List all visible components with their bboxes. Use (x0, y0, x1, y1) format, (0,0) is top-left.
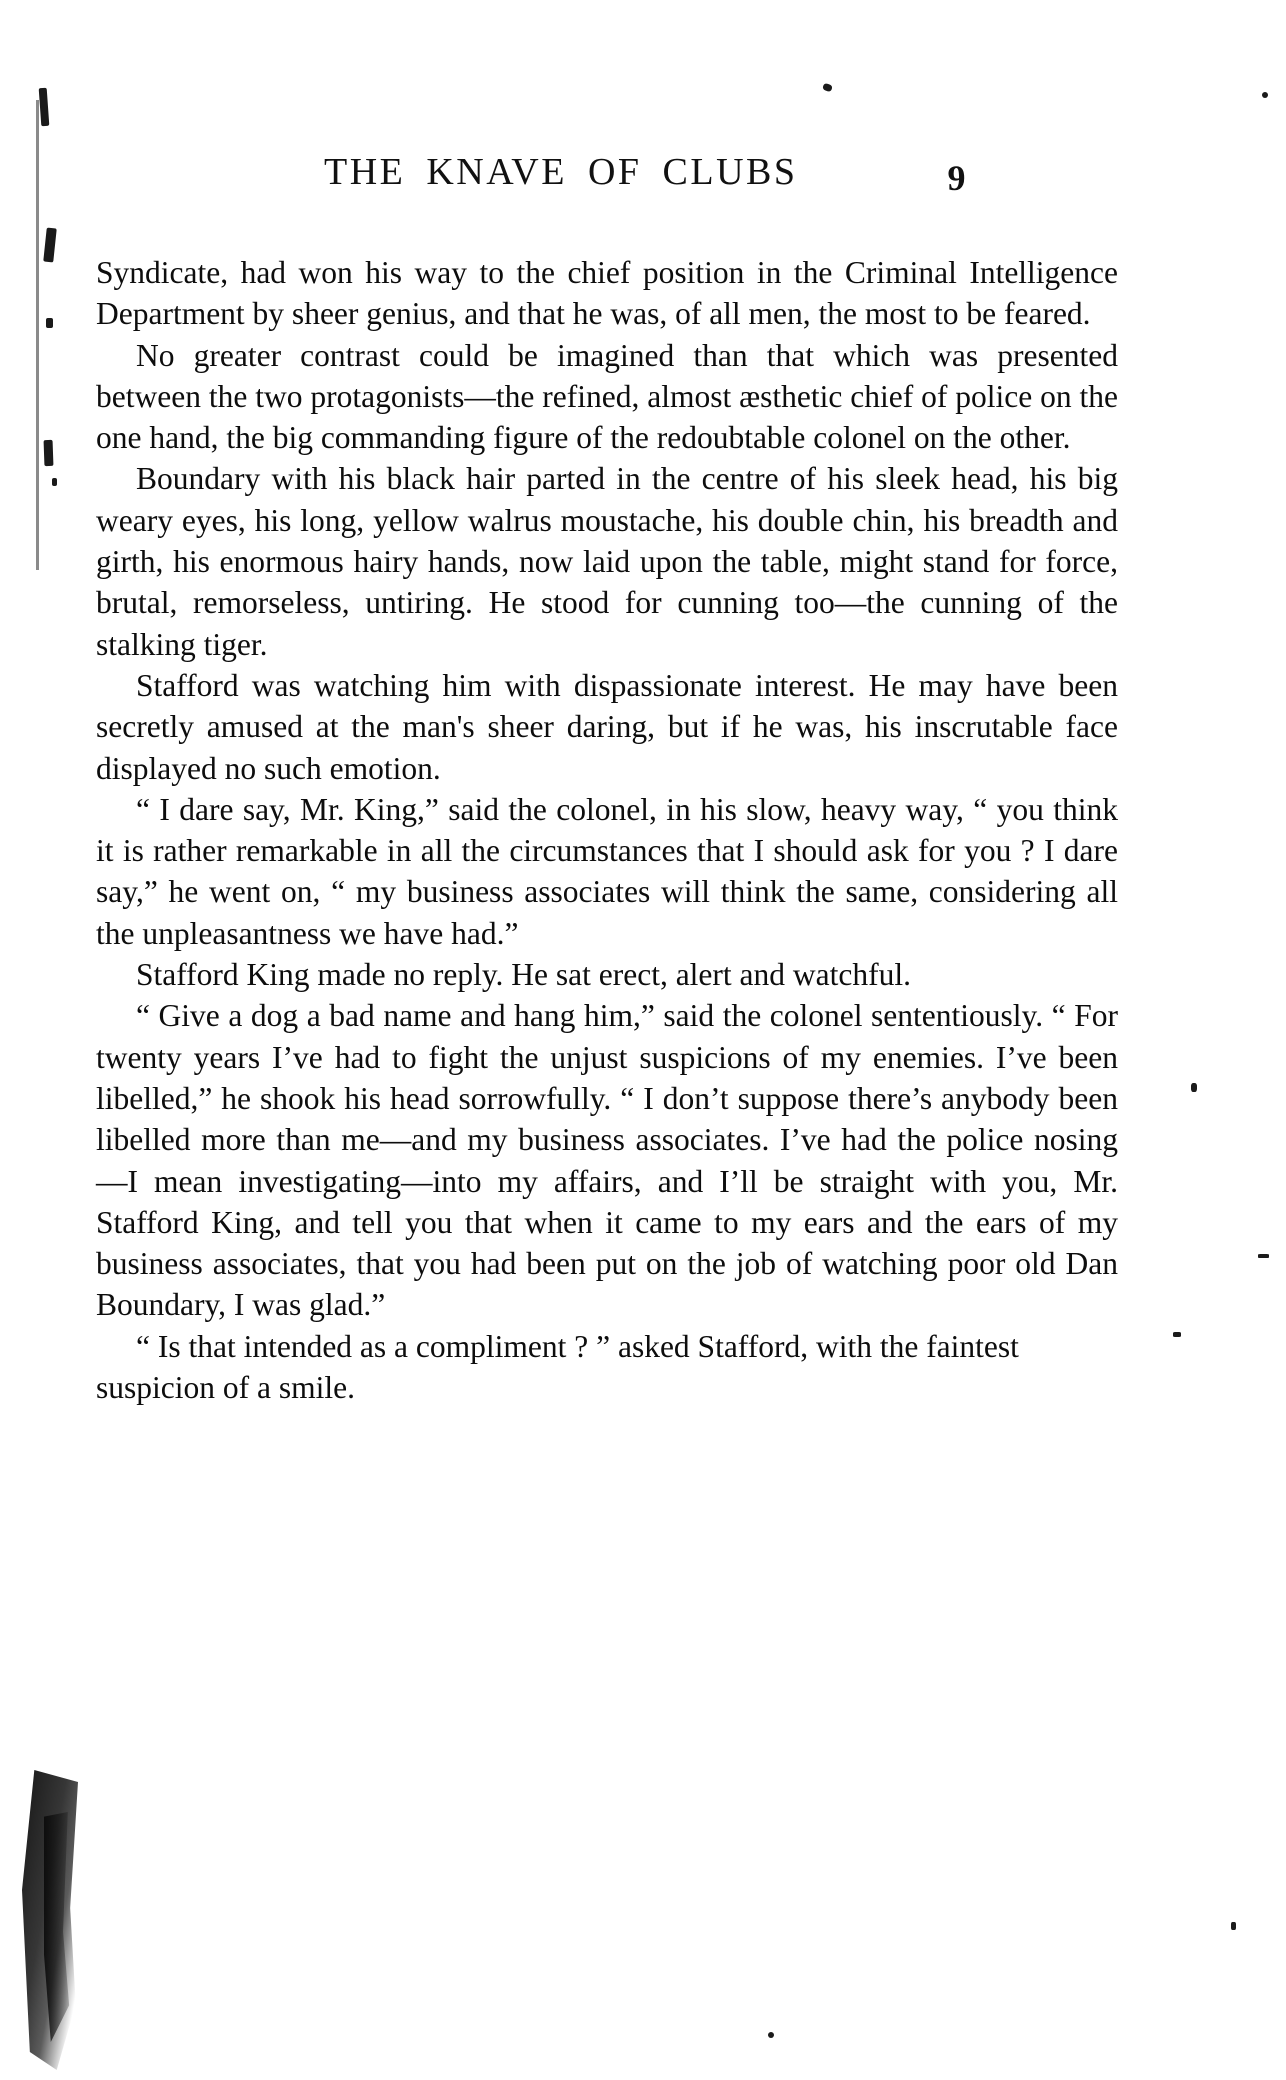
paragraph: “ Is that intended as a compliment ? ” asked Stafford, with the faintest suspicion of a smile. (96, 1328, 1019, 1406)
scan-artifact-mark (44, 440, 54, 466)
scan-artifact-mark (43, 228, 56, 263)
page-number: 9 (947, 158, 966, 198)
scan-speck (1231, 1922, 1236, 1930)
body-text (96, 252, 1118, 1408)
scan-artifact-mark (46, 318, 53, 328)
paragraph: Stafford was watching him with dispassionate interest. He may have been secretly amused at the man's sheer daring, but if he was, his inscrutable face displayed no such emotion. (96, 667, 1118, 786)
scan-speck (1258, 1254, 1269, 1258)
paragraph: No greater contrast could be imagined than that which was presented between the two protagonists—the refined, almost æsthetic chief of police on the one hand, the big commanding figure of the redoubtable colonel on the other. (96, 337, 1118, 456)
running-head (100, 150, 1120, 198)
paragraph: “ Give a dog a bad name and hang him,” said the colonel sententiously. “ For twenty years I’ve had to fight the unjust suspicions of my enemies. I’ve been libelled,” he shook his head sorrowfully. “ I don’t suppose there’s anybody been libelled more than me—and my business associates. I’ve had the police nosing—I mean investigating—into my affairs, and I’ll be straight with you, Mr. Stafford King, and tell you that when it came to my ears and the ears of my business associates, that you had been put on the job of watching poor old Dan Boundary, I was glad.” (96, 998, 1118, 1323)
paragraph: Syndicate, had won his way to the chief position in the Criminal Intelligence Department by sheer genius, and that he was, of all men, the most to be feared. (96, 255, 1118, 332)
scan-artifact-mark (52, 478, 57, 486)
scan-speck (1262, 92, 1268, 98)
paragraph: Stafford King made no reply. He sat erect, alert and watchful. (136, 957, 911, 993)
paragraph: Boundary with his black hair parted in the centre of his sleek head, his big weary eyes, his long, yellow walrus moustache, his double chin, his breadth and girth, his enormous hairy hands, now laid upon the table, might stand for force, brutal, remorseless, untiring. He stood for cunning too—the cunning of the stalking tiger. (96, 461, 1118, 662)
scan-speck (1191, 1083, 1197, 1092)
scan-speck (768, 2032, 774, 2038)
scan-speck (1173, 1332, 1181, 1337)
page-left-margin (0, 0, 40, 2080)
scan-speck (822, 83, 833, 93)
scan-edge-streak (36, 100, 39, 570)
book-title: THE KNAVE OF CLUBS (324, 151, 798, 193)
scan-artifact-mark (39, 88, 50, 126)
paragraph: “ I dare say, Mr. King,” said the colonel, in his slow, heavy way, “ you think it is rather remarkable in all the circumstances that I should ask for you ? I dare say,” he went on, “ my business associates will think the same, considering all the unpleasantness we have had.” (96, 791, 1118, 951)
